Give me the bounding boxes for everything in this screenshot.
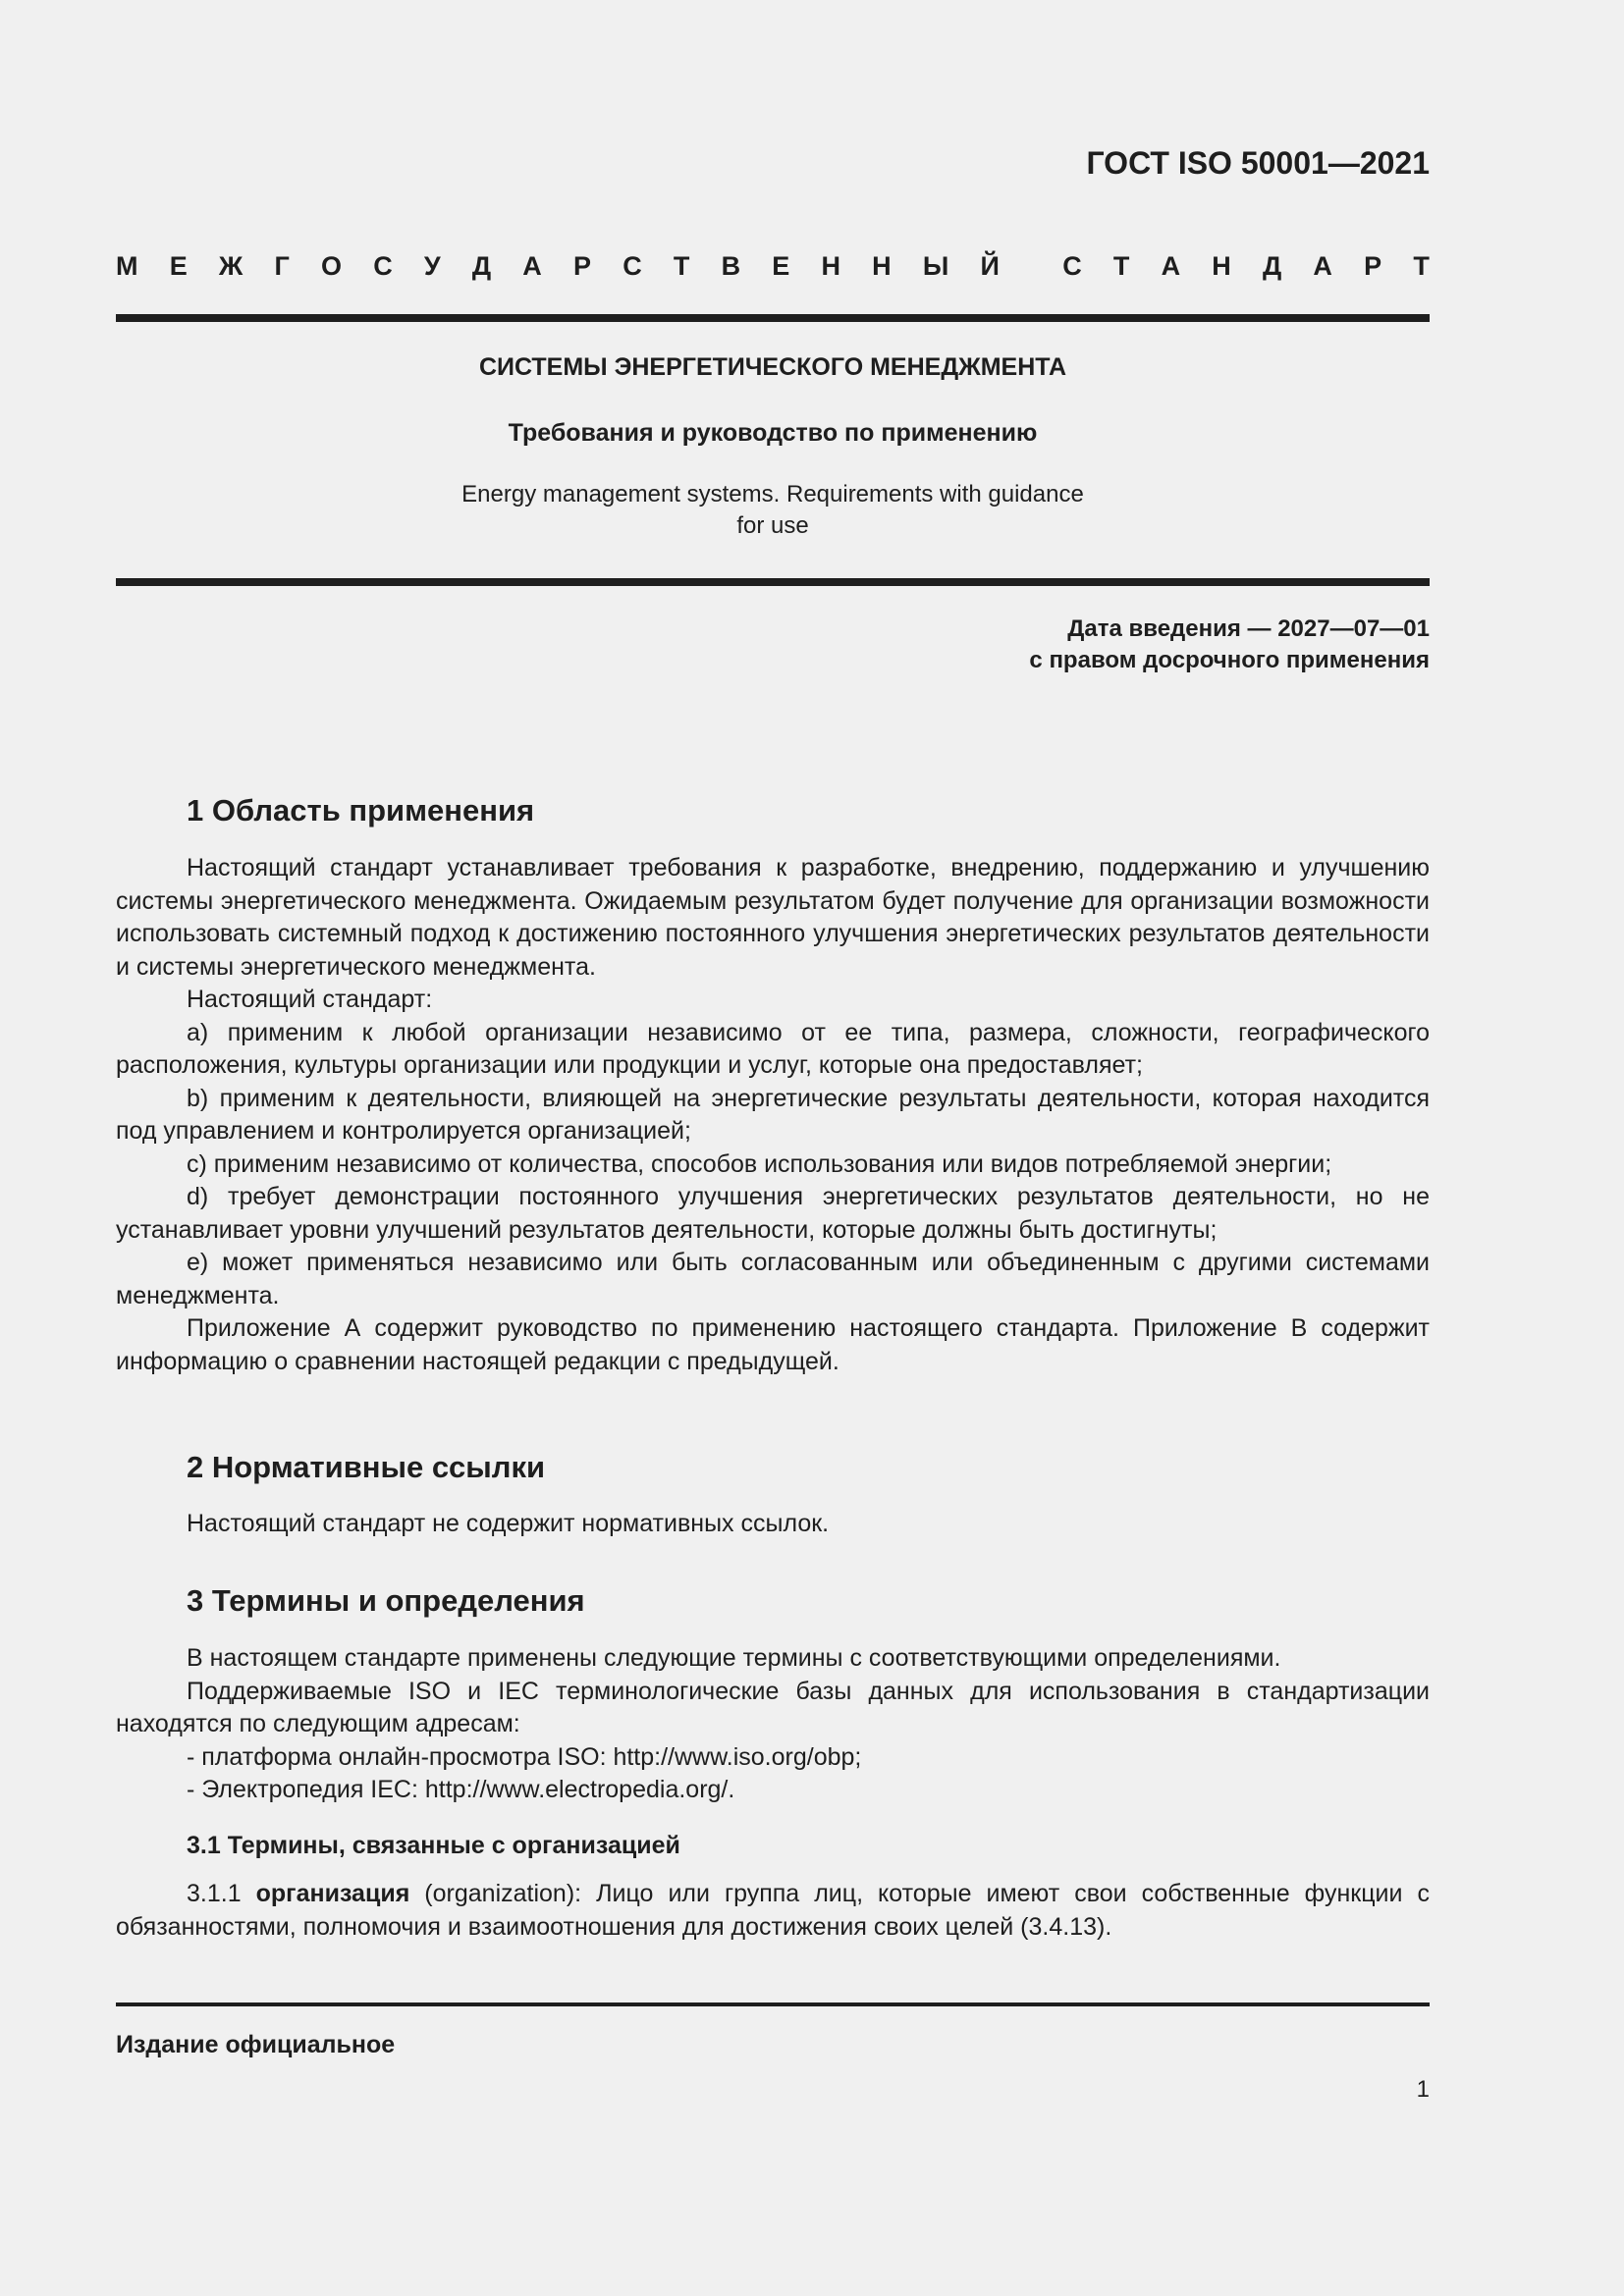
- section-3-body: [116, 1642, 1430, 1807]
- edition-label: Издание официальное: [116, 2031, 396, 2058]
- banner-letter: Р: [572, 251, 591, 281]
- section-1-heading: 1 Область применения: [187, 793, 535, 828]
- list-item: а) применим к любой организации независимо от ее типа, размера, сложности, географического расположения, культуры организации или продукции и услуг, которые она предоставляет;: [116, 1018, 1430, 1079]
- title-rule: [116, 578, 1430, 586]
- banner-letter: Е: [772, 251, 790, 281]
- interstate-standard-banner: [116, 251, 1430, 282]
- section-1-body: [116, 852, 1430, 1378]
- banner-letter: Т: [1112, 251, 1130, 281]
- banner-letter: Р: [1364, 251, 1382, 281]
- banner-letter: А: [1313, 251, 1332, 281]
- english-title-line: for use: [736, 512, 809, 539]
- page-number: 1: [1416, 2076, 1430, 2103]
- list-item: c) применим независимо от количества, способов использования или видов потребляемой энергии;: [187, 1149, 1332, 1178]
- banner-letter: О: [320, 251, 342, 281]
- english-title: [116, 479, 1430, 542]
- banner-letter: У: [423, 251, 441, 281]
- term-entry: [116, 1878, 1430, 1944]
- term-definition-text: (organization): Лицо или группа лиц, которые имеют свои собственные функции с обязанностями, полномочия и взаимоотношения для достижения своих целей (3.4.13).: [116, 1880, 1430, 1941]
- list-item: - Электропедия IEC: http://www.electropedia.org/.: [187, 1776, 735, 1803]
- banner-letter: С: [1062, 251, 1082, 281]
- list-item: d) требует демонстрации постоянного улучшения энергетических результатов деятельности, но не устанавливает уровни улучшений результатов деятельности, которые должны быть достигнуты;: [116, 1183, 1430, 1244]
- section-2-heading: 2 Нормативные ссылки: [187, 1450, 546, 1484]
- paragraph: Приложение А содержит руководство по применению настоящего стандарта. Приложение В содержит информацию о сравнении настоящей редакции с предыдущей.: [116, 1314, 1430, 1375]
- paragraph: В настоящем стандарте применены следующие термины с соответствующими определениями.: [187, 1644, 1281, 1672]
- paragraph: Настоящий стандарт устанавливает требования к разработке, внедрению, поддержанию и улучшению системы энергетического менеджмента. Ожидаемым результатом будет получение для организации возможности использовать системный подход к достижению постоянного улучшения энергетических результатов деятельности и системы энергетического менеджмента.: [116, 854, 1430, 981]
- section-2-body: [116, 1508, 1430, 1541]
- term-number: 3.1.1: [187, 1880, 256, 1907]
- banner-letter: Н: [1212, 251, 1231, 281]
- banner-letter: Ж: [218, 251, 244, 281]
- document-number: ГОСТ ISO 50001—2021: [1086, 145, 1430, 181]
- paragraph: Поддерживаемые ISO и IEC терминологические базы данных для использования в стандартизации находятся по следующим адресам:: [116, 1677, 1430, 1737]
- banner-letter: Й: [980, 251, 1000, 281]
- paragraph: Настоящий стандарт не содержит нормативных ссылок.: [187, 1510, 830, 1537]
- banner-letter: Г: [274, 251, 290, 281]
- banner-letter: Е: [169, 251, 188, 281]
- introduction-date: [1029, 614, 1430, 676]
- banner-letter: А: [522, 251, 542, 281]
- document-subtitle: Требования и руководство по применению: [508, 419, 1038, 447]
- banner-letter: С: [373, 251, 393, 281]
- document-title: СИСТЕМЫ ЭНЕРГЕТИЧЕСКОГО МЕНЕДЖМЕНТА: [478, 353, 1067, 381]
- banner-letter: Н: [872, 251, 892, 281]
- english-title-line: Energy management systems. Requirements with guidance: [461, 481, 1084, 507]
- header-rule: [116, 314, 1430, 322]
- list-item: - платформа онлайн-просмотра ISO: http://www.iso.org/obp;: [187, 1742, 862, 1771]
- banner-letter: А: [1161, 251, 1181, 281]
- banner-letter: Д: [471, 251, 492, 281]
- footer-rule: [116, 2002, 1430, 2006]
- banner-letter: Т: [1413, 251, 1430, 281]
- early-application-text: с правом досрочного применения: [1029, 647, 1430, 673]
- introduction-date-text: Дата введения — 2027—07—01: [1067, 615, 1430, 642]
- term-definition: [116, 1878, 1430, 1944]
- list-item: b) применим к деятельности, влияющей на энергетические результаты деятельности, которая находится под управлением и контролируется организацией;: [116, 1084, 1430, 1145]
- banner-letter: Н: [821, 251, 840, 281]
- banner-letter: Д: [1262, 251, 1282, 281]
- term-name: организация: [255, 1880, 410, 1907]
- section-3-heading: 3 Термины и определения: [187, 1583, 585, 1618]
- banner-letter: В: [721, 251, 741, 281]
- list-item: e) может применяться независимо или быть согласованным или объединенным с другими системами менеджмента.: [116, 1249, 1430, 1309]
- banner-letter: Т: [673, 251, 690, 281]
- paragraph: Настоящий стандарт:: [187, 986, 433, 1013]
- banner-letter: М: [116, 251, 138, 281]
- subsection-3-1-heading: 3.1 Термины, связанные с организацией: [187, 1832, 680, 1859]
- banner-letter: С: [623, 251, 642, 281]
- banner-letter: Ы: [922, 251, 949, 281]
